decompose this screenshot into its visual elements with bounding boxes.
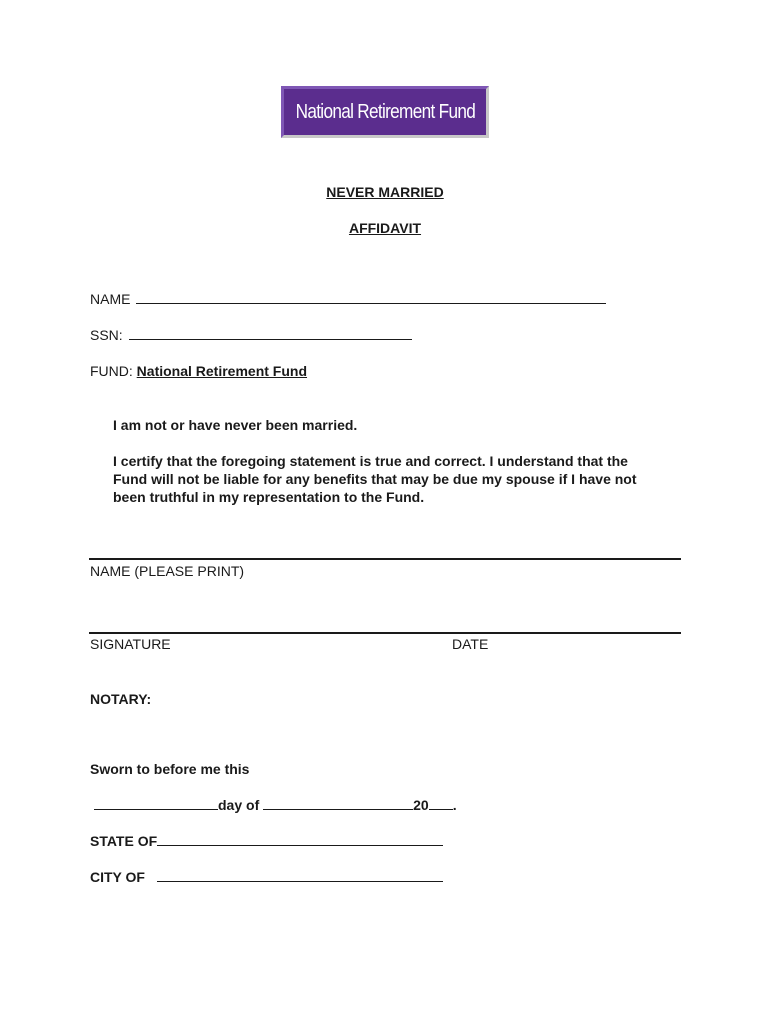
name-label: NAME	[90, 291, 131, 307]
ssn-input-line[interactable]	[129, 327, 412, 340]
print-name-label: NAME (PLEASE PRINT)	[90, 563, 245, 579]
state-input-line[interactable]	[157, 833, 443, 846]
day-input-line[interactable]	[94, 797, 218, 810]
print-name-line[interactable]	[89, 558, 681, 560]
notary-label: NOTARY:	[90, 691, 152, 707]
month-input-line[interactable]	[263, 797, 413, 810]
ssn-label: SSN:	[90, 327, 123, 343]
period-text: .	[452, 797, 457, 813]
sworn-date-row	[94, 797, 457, 813]
date-label: DATE	[452, 636, 489, 652]
national-retirement-fund-logo	[281, 86, 489, 138]
year-prefix-text: 20	[413, 797, 429, 813]
heading-affidavit: AFFIDAVIT	[348, 220, 422, 236]
fund-value: National Retirement Fund	[136, 363, 308, 379]
logo-text: National Retirement Fund	[295, 100, 475, 123]
heading-never-married: NEVER MARRIED	[326, 184, 444, 200]
city-field-row	[90, 869, 443, 885]
name-field-row	[90, 291, 606, 307]
city-input-line[interactable]	[157, 869, 443, 882]
year-input-line[interactable]	[429, 797, 453, 810]
fund-label: FUND:	[90, 363, 133, 379]
city-label: CITY OF	[90, 869, 145, 885]
statement-never-married: I am not or have never been married.	[113, 417, 358, 433]
certification-line-2: Fund will not be liable for any benefits that may be due my spouse if I have not	[113, 471, 637, 487]
certification-line-1: I certify that the foregoing statement is true and correct. I understand that the	[113, 453, 628, 469]
statement-certification	[113, 452, 693, 506]
fund-field-row	[90, 363, 307, 379]
state-field-row	[90, 833, 443, 849]
state-label: STATE OF	[90, 833, 158, 849]
sworn-text: Sworn to before me this	[90, 761, 250, 777]
certification-line-3: been truthful in my representation to the Fund.	[113, 489, 425, 505]
signature-label: SIGNATURE	[90, 636, 171, 652]
signature-line[interactable]	[89, 632, 681, 634]
day-of-text: day of	[218, 797, 260, 813]
name-input-line[interactable]	[136, 291, 606, 304]
ssn-field-row	[90, 327, 412, 343]
